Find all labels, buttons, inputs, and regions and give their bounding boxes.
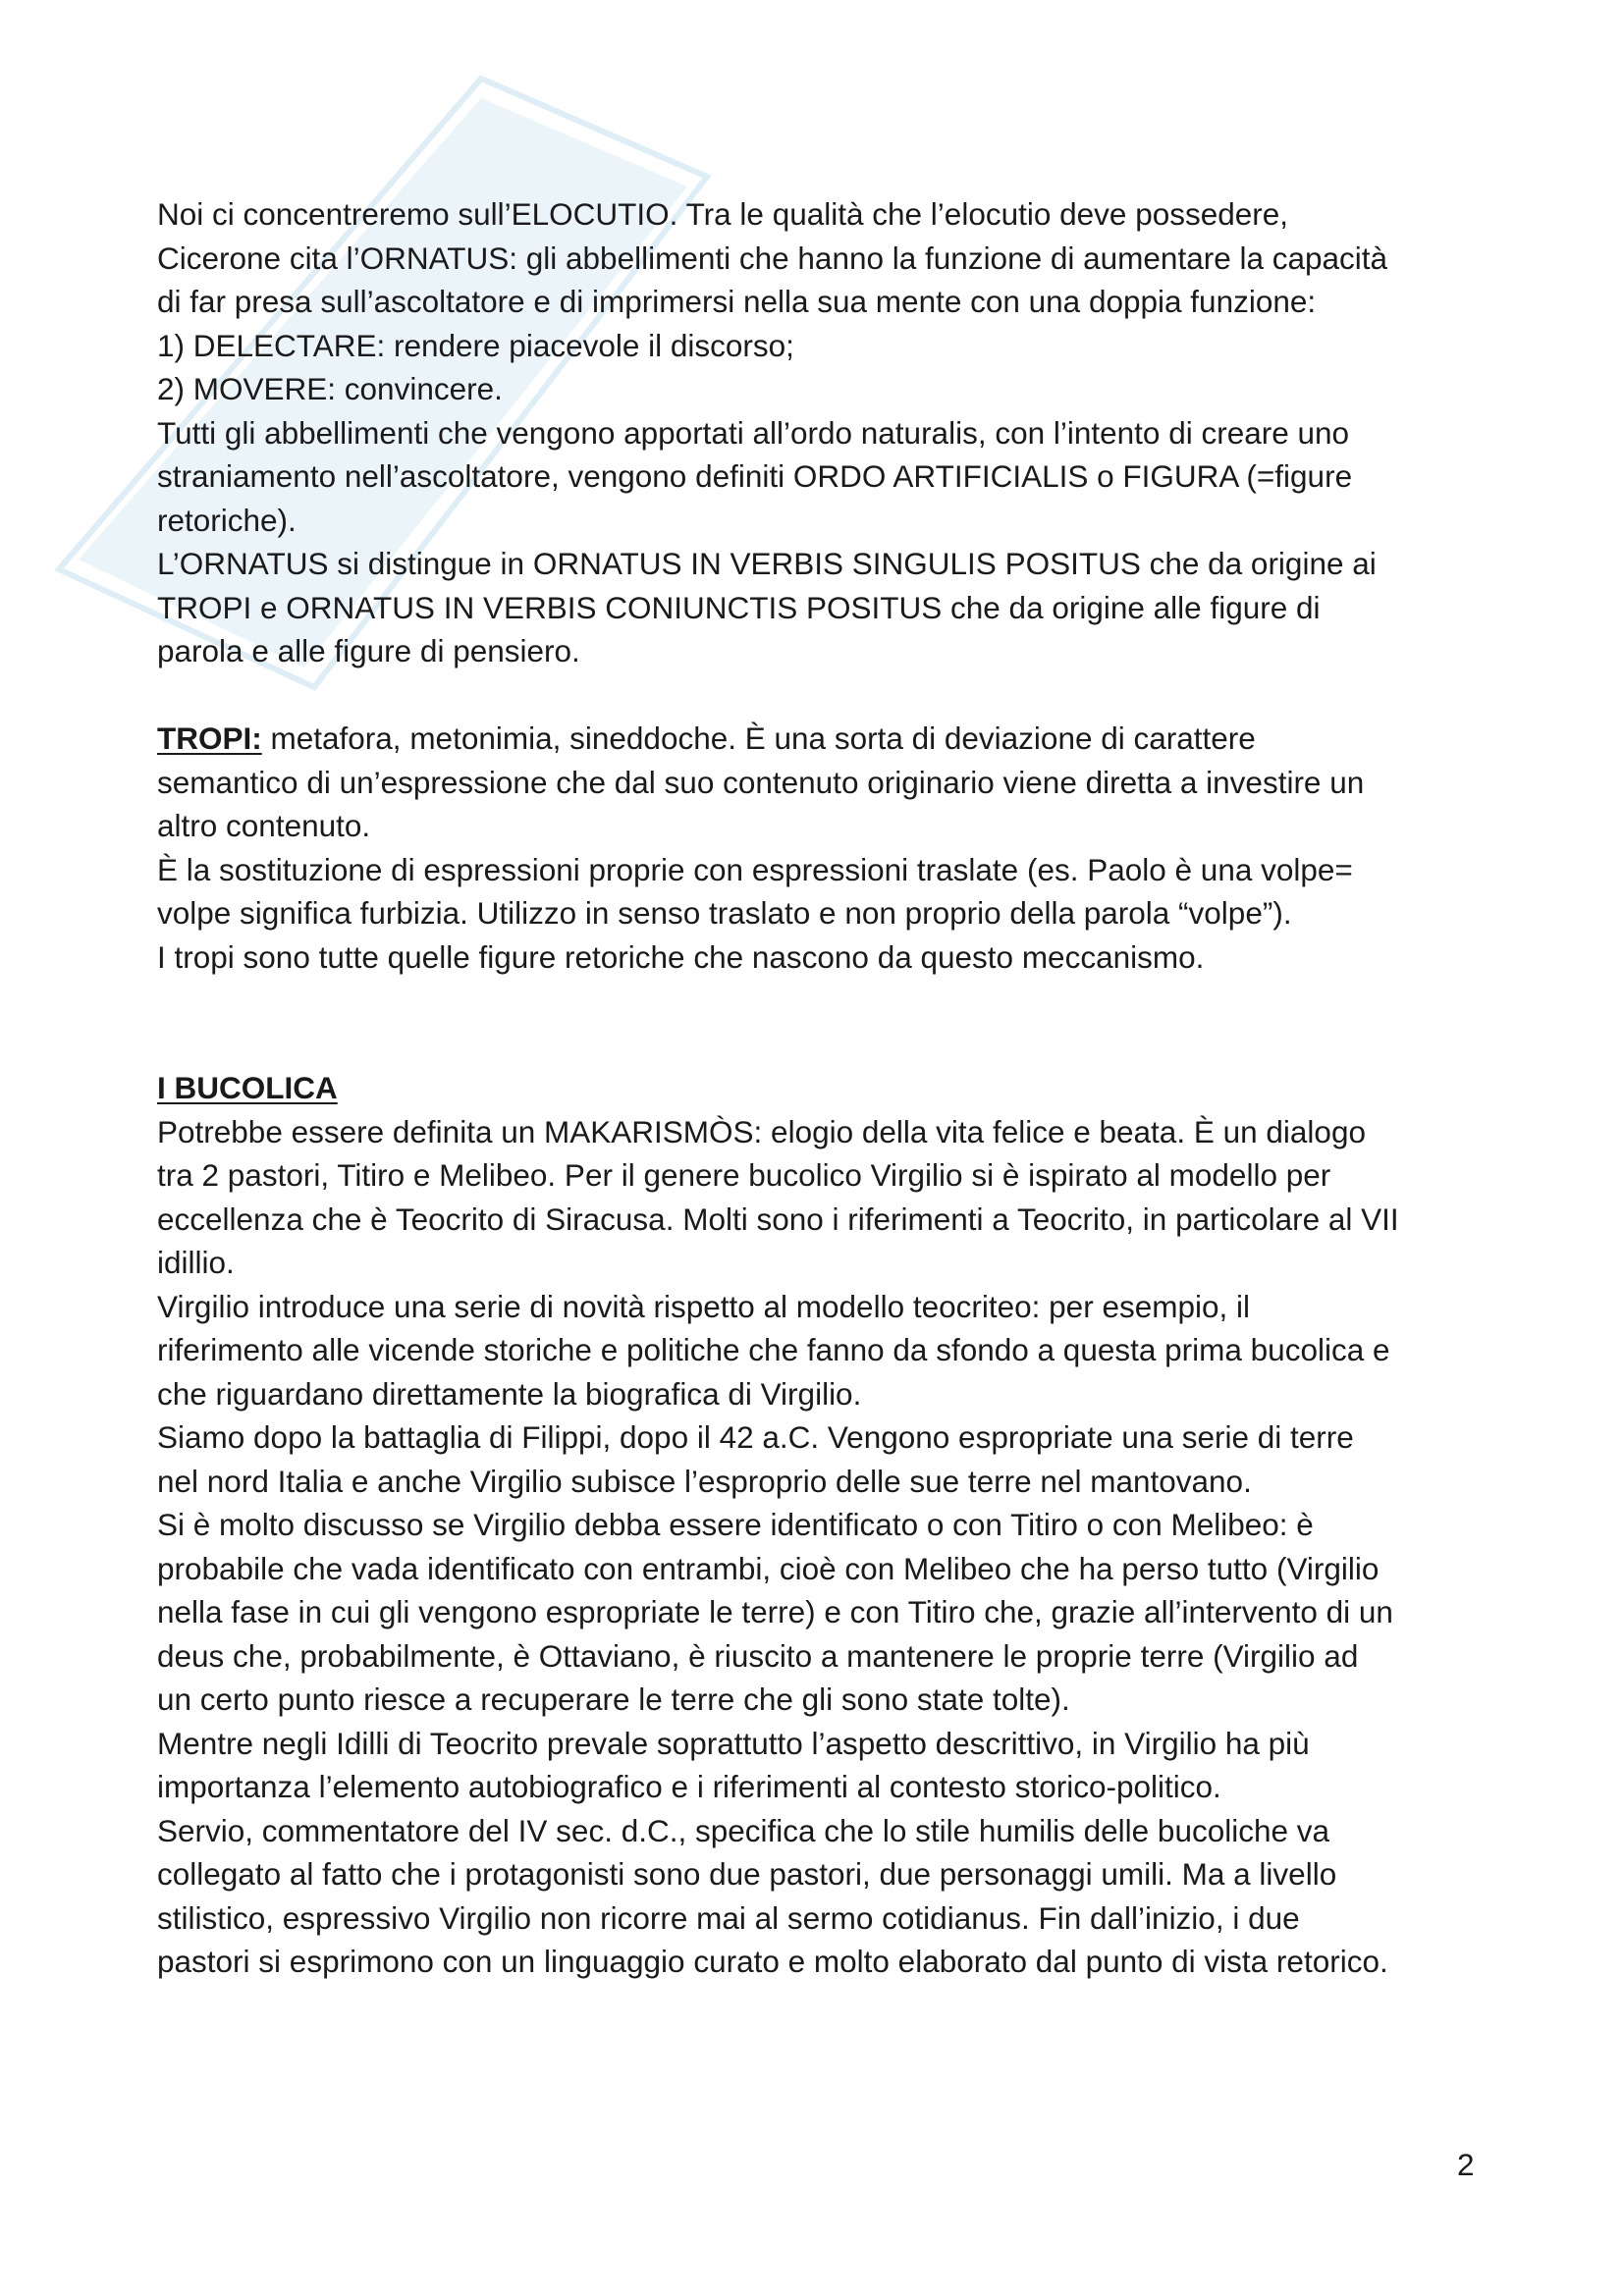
spacer [157, 979, 1492, 1066]
intro-paragraph: Noi ci concentreremo sull’ELOCUTIO. Tra le qualità che l’elocutio deve possedere, Cicerone cita l’ORNATUS: gli abbellimenti che hanno la funzione di aumentare la capacità di far presa sull’ascoltatore e di imprimersi nella sua mente con una doppia funzione: 1) DELECTARE: rendere piacevole il discorso; 2) MOVERE: convincere. Tutti gli abbellimenti che vengono apportati all’ordo naturalis, con l’intento di creare uno straniamento nell’ascoltatore, vengono definiti ORDO ARTIFICIALIS o FIGURA (=figure retoriche). L’ORNATUS si distingue in ORNATUS IN VERBIS SINGULIS POSITUS che da origine ai TROPI e ORNATUS IN VERBIS CONIUNCTIS POSITUS che da origine alle figure di parola e alle figure di pensiero. [157, 196, 1388, 668]
tropi-heading: TROPI: [157, 721, 262, 756]
page-number: 2 [1457, 2147, 1475, 2182]
tropi-first-line [157, 717, 1492, 761]
bucolica-heading-line [157, 1066, 1492, 1110]
spacer [157, 673, 1492, 718]
tropi-first-line-text: metafora, metonimia, sineddoche. È una sorta di deviazione di carattere [261, 721, 1256, 756]
tropi-paragraph: semantico di un’espressione che dal suo contenuto originario viene diretta a investire un altro contenuto. È la sostituzione di espressioni proprie con espressioni traslate (es. Paolo è una volpe= volpe significa furbizia. Utilizzo in senso traslato e non proprio della parola “volpe”). I tropi sono tutte quelle figure retoriche che nascono da questo meccanismo. [157, 764, 1365, 975]
bucolica-heading: I BUCOLICA [157, 1070, 338, 1105]
bucolica-paragraph: Potrebbe essere definita un MAKARISMÒS: elogio della vita felice e beata. È un dialogo tra 2 pastori, Titiro e Melibeo. Per il genere bucolico Virgilio si è ispirato al modello per eccellenza che è Teocrito di Siracusa. Molti sono i riferimenti a Teocrito, in particolare al VII idillio. Virgilio introduce una serie di novità rispetto al modello teocriteo: per esempio, il riferimento alle vicende storiche e politiche che fanno da sfondo a questa prima bucolica e che riguardano direttamente la biografica di Virgilio. Siamo dopo la battaglia di Filippi, dopo il 42 a.C. Vengono espropriate una serie di terre nel nord Italia e anche Virgilio subisce l’esproprio delle sue terre nel mantovano. Si è molto discusso se Virgilio debba essere identificato o con Titiro o con Melibeo: è probabile che vada identificato con entrambi, cioè con Melibeo che ha perso tutto (Virgilio nella fase in cui gli vengono espropriate le terre) e con Titiro che, grazie all’intervento di un deus che, probabilmente, è Ottaviano, è riuscito a mantenere le proprie terre (Virgilio ad un certo punto riesce a recuperare le terre che gli sono state tolte). Mentre negli Idilli di Teocrito prevale soprattutto l’aspetto descrittivo, in Virgilio ha più importanza l’elemento autobiografico e i riferimenti al contesto storico-politico. Servio, commentatore del IV sec. d.C., specifica che lo stile humilis delle bucoliche va collegato al fatto che i protagonisti sono due pastori, due personaggi umili. Ma a livello stilistico, espressivo Virgilio non ricorre mai al sermo cotidianus. Fin dall’inizio, i due pastori si esprimono con un linguaggio curato e molto elaborato dal punto di vista retorico. [157, 1113, 1399, 1979]
document-body [157, 192, 1492, 1984]
